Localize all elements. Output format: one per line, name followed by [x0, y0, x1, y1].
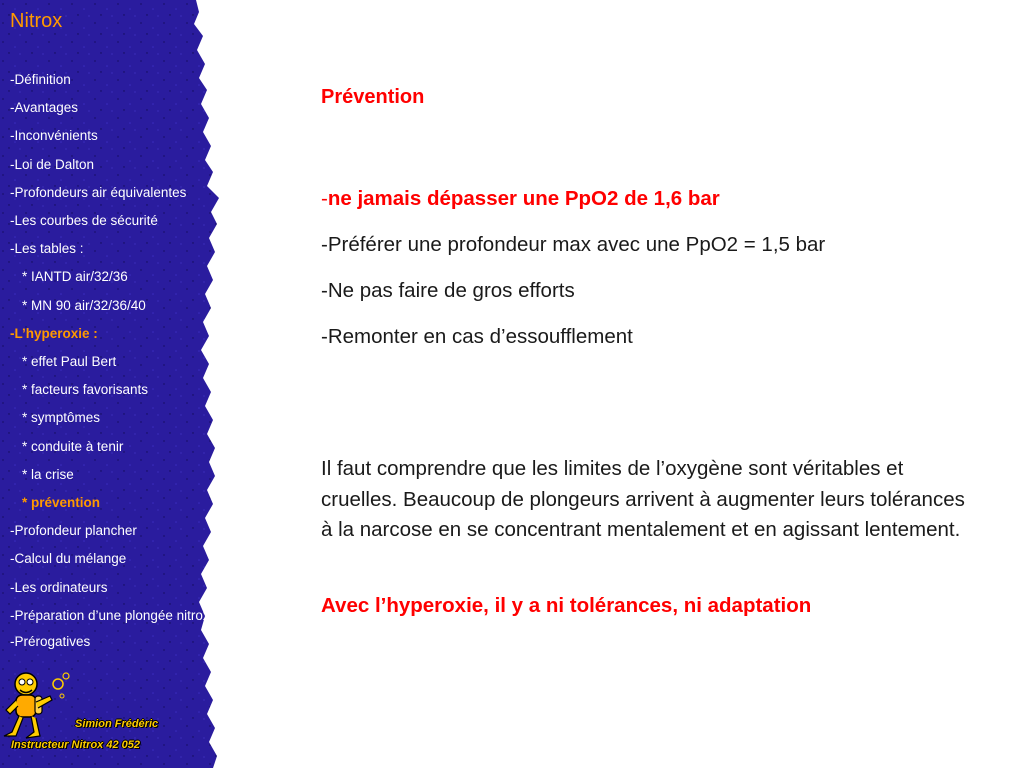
author-name: Simion Frédéric — [75, 718, 159, 730]
sidebar-nav-item[interactable]: * la crise — [22, 466, 74, 482]
author-role: Instructeur Nitrox 42 052 — [11, 739, 140, 751]
bullet-item: -Ne pas faire de gros efforts — [321, 279, 575, 302]
slide-heading: Prévention — [321, 86, 425, 108]
sidebar-nav-item[interactable]: -Profondeur plancher — [10, 523, 137, 539]
sidebar-nav-item[interactable]: * effet Paul Bert — [22, 354, 117, 370]
sidebar-nav-item[interactable]: -Avantages — [10, 100, 79, 116]
sidebar-nav-item[interactable]: -Loi de Dalton — [10, 156, 95, 172]
sidebar-nav-item[interactable]: * IANTD air/32/36 — [22, 269, 128, 285]
sidebar-nav-item[interactable]: -Définition — [10, 72, 71, 87]
sidebar-title: Nitrox — [10, 10, 63, 32]
bullet-item: -Remonter en cas d’essoufflement — [321, 325, 633, 348]
sidebar-nav-item[interactable]: -L’hyperoxie : — [10, 325, 98, 341]
sidebar-nav-item[interactable]: -Les tables : — [10, 241, 84, 257]
sidebar-nav-item[interactable]: -Préparation d’une plongée nitrox — [10, 607, 210, 623]
bullet-item: -ne jamais dépasser une PpO2 de 1,6 bar — [321, 187, 720, 210]
sidebar-nav-item[interactable]: -Profondeurs air équivalentes — [10, 184, 187, 200]
sidebar-nav-item[interactable]: -Les courbes de sécurité — [10, 213, 158, 229]
sidebar-nav-item[interactable]: * facteurs favorisants — [22, 382, 149, 398]
sidebar-nav-item[interactable]: * conduite à tenir — [22, 438, 124, 454]
bullet-item: -Préférer une profondeur max avec une PpO2 = 1,5 bar — [321, 233, 826, 256]
sidebar-nav-item[interactable]: * MN 90 air/32/36/40 — [22, 297, 146, 313]
sidebar-nav-item[interactable]: -Inconvénients — [10, 128, 98, 144]
sidebar-nav-item[interactable]: * prévention — [22, 495, 101, 511]
sidebar-nav-item[interactable]: -Prérogatives — [10, 633, 91, 649]
bullet-list — [321, 176, 1001, 360]
sidebar-nav-item[interactable]: -Calcul du mélange — [10, 551, 127, 567]
sidebar-nav-item[interactable]: -Les ordinateurs — [10, 579, 108, 595]
sidebar-nav-item[interactable]: * symptômes — [22, 410, 101, 426]
explanation-paragraph: Il faut comprendre que les limites de l’oxygène sont véritables et cruelles. Beaucoup de plongeurs arrivent à augmenter leurs tolérances à la narcose en se concentrant mentalement et en agissant lentement. — [321, 457, 965, 541]
conclusion-text: Avec l’hyperoxie, il y a ni tolérances, ni adaptation — [321, 594, 812, 617]
